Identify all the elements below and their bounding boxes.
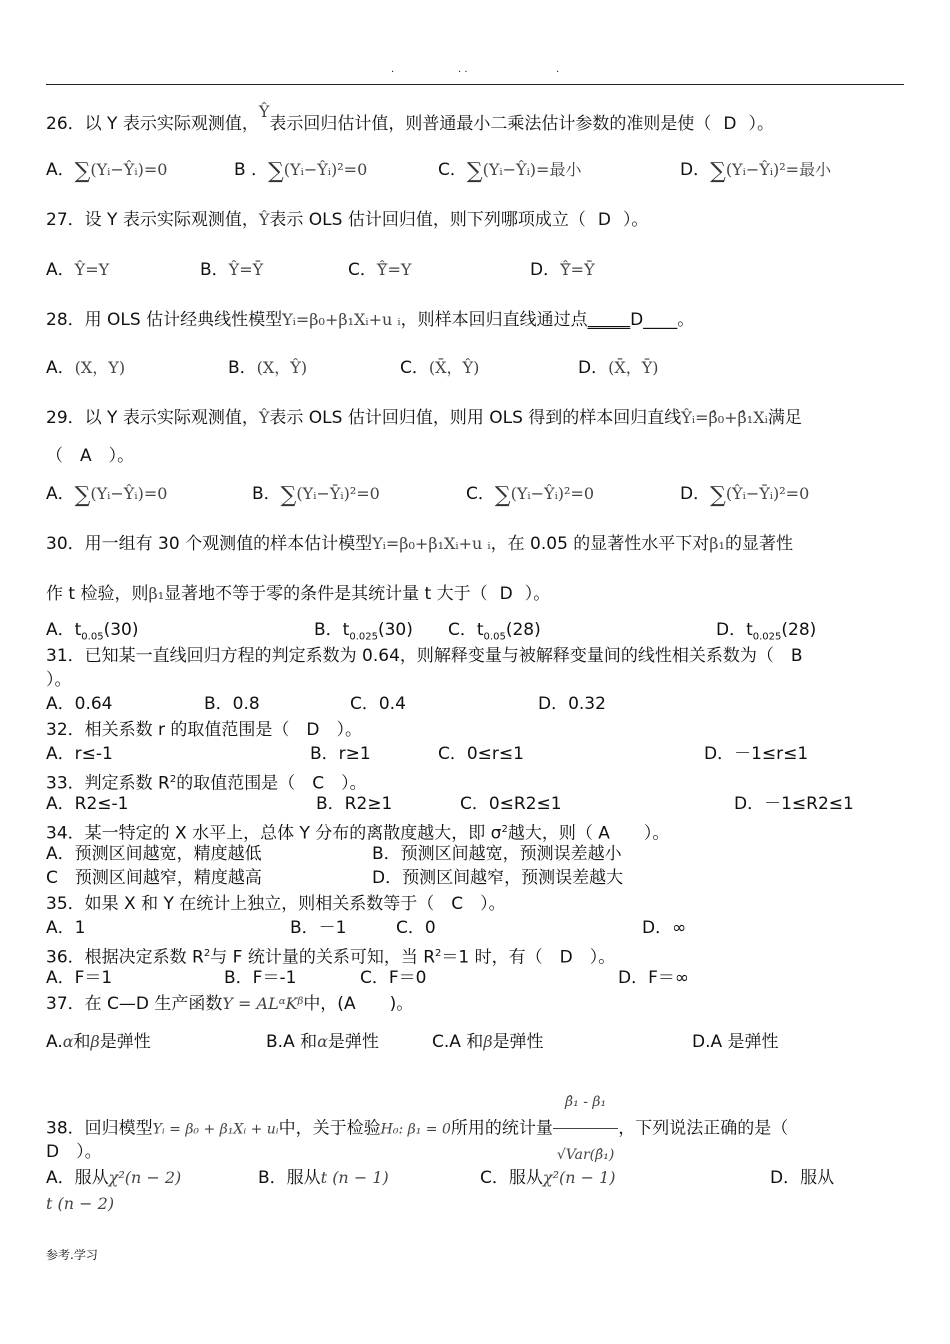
question-30-line2: 作 t 检验，则β₁显著地不等于零的条件是其统计量 t 大于（ D ）。	[46, 584, 551, 604]
q31-option-c: C．0.4	[350, 694, 406, 714]
q38-option-d: D．服从	[770, 1168, 835, 1188]
model-formula: Ŷᵢ=β̂₀+β̂₁Xᵢ	[681, 408, 768, 427]
sum-icon: ∑	[74, 483, 91, 508]
q35-option-b: B．－1	[290, 918, 347, 938]
question-34: 34．某一特定的 X 水平上，总体 Y 分布的离散度越大，即 $\sigma^2$越大，则（ A ）。	[46, 823, 670, 844]
null-hypothesis: H₀: β₁ = 0	[380, 1121, 451, 1138]
test-statistic-fraction: $\frac{\text{β̂₁ - β₁}}{\text{√Var(β̂₁)}}$	[553, 1076, 618, 1181]
question-31: 31．已知某一直线回归方程的判定系数为 0.64，则解释变量与被解释变量间的线性相关系数为（ B	[46, 646, 803, 666]
q27-option-c: C．Ŷ̄=Y	[348, 260, 412, 280]
q35-option-c: C．0	[396, 918, 436, 938]
q36-option-a: A．F＝1	[46, 968, 113, 988]
header-dot: . .	[458, 64, 468, 75]
sum-icon: ∑	[466, 159, 483, 184]
model-formula: Yᵢ=β₀+β₁Xᵢ+u ᵢ	[282, 310, 401, 329]
q27-option-d: D．Ŷ̄=Ȳ	[530, 260, 595, 280]
question-33: 33．判定系数 $R^2$的取值范围是（ C ）。	[46, 773, 367, 794]
q27-option-a: A．Ŷ=Y	[46, 260, 110, 280]
header-dots	[46, 64, 904, 80]
q26-option-c: C．∑(Yᵢ−Ŷᵢ)=最小	[438, 159, 582, 184]
cd-function-formula: Y = ALᵅKᵝ	[222, 994, 304, 1013]
q38-option-b: B．服从t (n − 1)	[258, 1168, 389, 1188]
model-formula: Yᵢ = β₀ + β₁Xᵢ + uᵢ	[152, 1121, 279, 1138]
q30-option-b: B．$t_{0.025}(30)$	[314, 620, 413, 643]
q33-option-a: A．R2≤-1	[46, 794, 129, 814]
footer-text: 参考.学习	[46, 1248, 98, 1262]
q26-option-a: A．∑(Yᵢ−Ŷᵢ)=0	[46, 159, 168, 184]
q32-option-a: A．r≤-1	[46, 744, 113, 764]
q33-option-c: C．0≤R2≤1	[460, 794, 562, 814]
q34-option-a: A．预测区间越宽，精度越低	[46, 844, 262, 864]
q31-option-d: D．0.32	[538, 694, 606, 714]
q35-option-a: A．1	[46, 918, 86, 938]
q34-option-d: D．预测区间越窄，预测误差越大	[372, 868, 624, 888]
q37-option-d: D.A 是弹性	[692, 1032, 779, 1052]
q38-option-c: C．服从χ²(n − 1)	[480, 1168, 616, 1188]
q32-option-d: D．－1≤r≤1	[704, 744, 809, 764]
sum-icon: ∑	[280, 483, 297, 508]
question-32: 32．相关系数 r 的取值范围是（ D ）。	[46, 720, 363, 740]
question-30: 30．用一组有 30 个观测值的样本估计模型Yᵢ=β₀+β₁Xᵢ+u ᵢ，在 0.05 的显著性水平下对β₁的显著性	[46, 534, 793, 554]
q32-option-b: B．r≥1	[310, 744, 371, 764]
q37-option-a: A.α和β是弹性	[46, 1032, 151, 1052]
q37-option-c: C.A 和β是弹性	[432, 1032, 544, 1052]
header-dot: .	[556, 64, 560, 75]
q36-option-c: C．F＝0	[360, 968, 427, 988]
question-28: 28．用 OLS 估计经典线性模型Yᵢ=β₀+β₁Xᵢ+u ᵢ，则样本回归直线通过点_____D____。	[46, 310, 695, 330]
q29-option-a: A．∑(Yᵢ−Ŷᵢ)=0	[46, 483, 168, 508]
q34-option-c: C 预测区间越窄，精度越高	[46, 868, 262, 888]
sum-icon: ∑	[710, 159, 726, 184]
q27-option-b: B．Ŷ=Ȳ	[200, 260, 264, 280]
q26-option-b: B ．∑(Yᵢ−Ŷᵢ)²=0	[234, 159, 368, 184]
sum-icon: ∑	[710, 483, 726, 508]
answer: D	[499, 584, 513, 604]
sum-icon: ∑	[74, 159, 91, 184]
q28-option-d: D．(X̄，Ȳ)	[578, 358, 659, 378]
q28-option-c: C．(X̄，Ŷ)	[400, 358, 480, 378]
question-29-answer: （ A ）。	[46, 446, 135, 466]
answer: D	[723, 114, 737, 134]
question-37: 37．在 C—D 生产函数Y = ALᵅKᵝ中，(A )。	[46, 994, 414, 1014]
question-26: 26．以 Y 表示实际观测值，Ŷ表示回归估计值，则普通最小二乘法估计参数的准则是使（ D ）。	[46, 102, 774, 134]
answer: D	[597, 210, 611, 230]
q34-option-b: B．预测区间越宽，预测误差越小	[372, 844, 622, 864]
q38-option-d-wrap: t (n − 2)	[46, 1194, 115, 1213]
question-27: 27．设 Y 表示实际观测值，Ŷ表示 OLS 估计回归值，则下列哪项成立（ D ）。	[46, 210, 649, 230]
answer: D	[630, 310, 644, 330]
q36-option-b: B．F＝-1	[224, 968, 297, 988]
q33-option-b: B．R2≥1	[316, 794, 393, 814]
q30-option-d: D．$t_{0.025}(28)$	[716, 620, 817, 643]
q31-option-a: A．0.64	[46, 694, 113, 714]
q28-option-b: B．(X，Ŷ)	[228, 358, 308, 378]
question-38-answer: D ）。	[46, 1142, 102, 1162]
header-dot: .	[391, 64, 395, 75]
q33-option-d: D．－1≤R2≤1	[734, 794, 854, 814]
question-35: 35．如果 X 和 Y 在统计上独立，则相关系数等于（ C ）。	[46, 894, 506, 914]
question-36: 36．根据决定系数 $R^2$与 F 统计量的关系可知，当 $R^2=1$ 时，有（ D ）。	[46, 947, 616, 968]
q38-option-a: A．服从χ²(n − 2)	[46, 1168, 182, 1188]
question-31-line2: ）。	[46, 670, 72, 690]
q31-option-b: B．0.8	[204, 694, 260, 714]
sum-icon: ∑	[268, 159, 284, 184]
q28-option-a: A．(X，Y)	[46, 358, 126, 378]
y-hat-symbol: Ŷ	[258, 102, 270, 121]
q30-option-a: A．$t_{0.05}(30)$	[46, 620, 139, 643]
q29-option-c: C．∑(Yᵢ−Ŷᵢ)²=0	[466, 483, 595, 508]
q29-option-b: B．∑(Yᵢ−Ȳᵢ)²=0	[252, 483, 380, 508]
header-rule	[46, 84, 904, 85]
model-formula: Yᵢ=β₀+β₁Xᵢ+u ᵢ	[372, 534, 491, 553]
q36-option-d: D．F＝∞	[618, 968, 690, 988]
question-29: 29．以 Y 表示实际观测值，Ŷ表示 OLS 估计回归值，则用 OLS 得到的样本回归直线Ŷᵢ=β̂₀+β̂₁Xᵢ满足	[46, 408, 802, 428]
q30-option-c: C．$t_{0.05}(28)$	[448, 620, 541, 643]
q26-option-d: D．∑(Yᵢ−Ŷᵢ)²=最小	[680, 159, 832, 184]
sum-icon: ∑	[494, 483, 511, 508]
question-38: 38．回归模型Yᵢ = β₀ + β₁Xᵢ + uᵢ中，关于检验H₀: β₁ = 0所用的统计量 $\frac{\text{β̂₁ - β₁}}{\text{√Var(β̂₁)}}$ ，下列说法正确的是（	[46, 1076, 788, 1181]
q29-option-d: D．∑(Ŷᵢ−Ȳᵢ)²=0	[680, 483, 810, 508]
q35-option-d: D．∞	[642, 918, 687, 938]
q37-option-b: B.A 和α是弹性	[266, 1032, 379, 1052]
q32-option-c: C．0≤r≤1	[438, 744, 524, 764]
